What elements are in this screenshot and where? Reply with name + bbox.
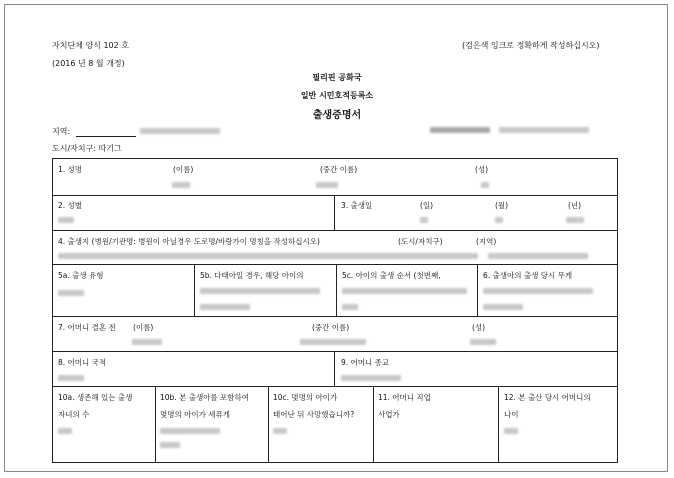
birthplace-region-label: (지역) [476, 237, 497, 246]
dob-label: 3. 출생일 [341, 201, 373, 210]
redacted-birth-weight [483, 288, 593, 294]
redacted-mother-last [470, 339, 496, 345]
redacted-middle-name [316, 182, 338, 188]
children-born-label-2: 몇명의 아이가 세퓨게 [160, 410, 230, 419]
middle-name-label: (중간 이름) [320, 165, 358, 174]
children-died-label-2: 태어난 뒤 사망했습니까? [273, 410, 355, 419]
month-label: (월) [495, 201, 509, 210]
city-label: 도시/자치구: 따기그 [52, 144, 122, 153]
mother-last-label: (성) [472, 323, 486, 332]
birth-weight-label: 6. 출생아의 출생 당시 무게 [483, 271, 573, 280]
redacted-birth-type [58, 290, 84, 296]
children-died-label: 10c. 몇명의 아이가 [273, 393, 338, 402]
redacted-birth-order [342, 288, 467, 294]
form-number: 자치단체 양식 102 호 [52, 41, 129, 50]
document-title: 출생증명서 [312, 110, 362, 121]
mother-occupation-label: 11. 어머니 직업 [378, 393, 431, 402]
redacted-children-born [160, 428, 220, 434]
living-children-label-2: 자녀의 수 [58, 410, 90, 419]
children-born-label: 10b. 본 출생아를 포함하여 [160, 393, 250, 402]
given-name-label: (이름) [173, 165, 194, 174]
registry-office: 일반 시민호적등록소 [300, 91, 374, 100]
redacted-mother-middle [300, 339, 366, 345]
redacted-mother-religion [341, 375, 401, 381]
country-name: 필리핀 공화국 [312, 73, 362, 82]
birthplace-label: 4. 출생지 (병원/기관명: 병원이 아닐경우 도로명/바랑가이 명칭을 작성하십시오) [58, 237, 320, 246]
redacted-living-children [58, 428, 72, 434]
redacted-birth-weight-2 [483, 304, 523, 310]
redacted-mother-given [132, 339, 162, 345]
redacted-sex [58, 217, 74, 223]
mother-given-label: (이름) [133, 323, 154, 332]
redacted-birthplace-region [488, 253, 588, 259]
redacted-given-name [172, 182, 190, 188]
name-label: 1. 성명 [58, 165, 83, 174]
birthplace-city-label: (도시/자치구) [398, 237, 443, 246]
birth-order-label: 5c. 아이의 출생 순서 (첫번째, [342, 271, 441, 280]
redacted-birthplace [58, 253, 478, 259]
mother-age-label: 12. 본 출산 당시 어머니의 [504, 393, 591, 402]
birth-type-label: 5a. 출생 유형 [58, 271, 104, 280]
day-label: (일) [420, 201, 434, 210]
mother-maiden-label: 7. 어머니 결혼 전 [58, 323, 116, 332]
redacted-multiple-birth [200, 288, 320, 294]
redacted-birth-order-2 [342, 304, 358, 310]
mother-religion-label: 9. 어머니 종교 [341, 358, 390, 367]
redacted-region [140, 128, 220, 134]
revision-date: (2016 년 8 월 개정) [52, 59, 125, 68]
mother-occupation-value: 사업가 [378, 410, 400, 419]
region-underline [76, 136, 136, 137]
redacted-mother-nationality [58, 375, 84, 381]
redacted-year [566, 217, 584, 223]
redacted-children-born-2 [160, 442, 180, 448]
redacted-children-died [273, 428, 287, 434]
redacted-day [420, 217, 428, 223]
sex-label: 2. 성별 [58, 201, 83, 210]
redacted-last-name [481, 182, 489, 188]
redacted-mother-age [504, 428, 518, 434]
living-children-label: 10a. 생존해 있는 출생 [58, 393, 133, 402]
redacted-month [495, 217, 503, 223]
region-label: 지역: [52, 127, 71, 136]
ink-instruction: (검은색 잉크로 정확하게 작성하십시오) [462, 41, 600, 50]
year-label: (년) [568, 201, 582, 210]
redacted-multiple-birth-2 [200, 304, 250, 310]
multiple-birth-label: 5b. 다태아일 경우, 해당 아이의 [200, 271, 304, 280]
mother-middle-label: (중간 이름) [312, 323, 350, 332]
mother-nationality-label: 8. 어머니 국적 [58, 358, 107, 367]
region-field [52, 126, 220, 137]
mother-age-label-2: 나이 [504, 410, 519, 419]
last-name-label: (성) [475, 165, 489, 174]
redacted-header-right [430, 126, 589, 135]
